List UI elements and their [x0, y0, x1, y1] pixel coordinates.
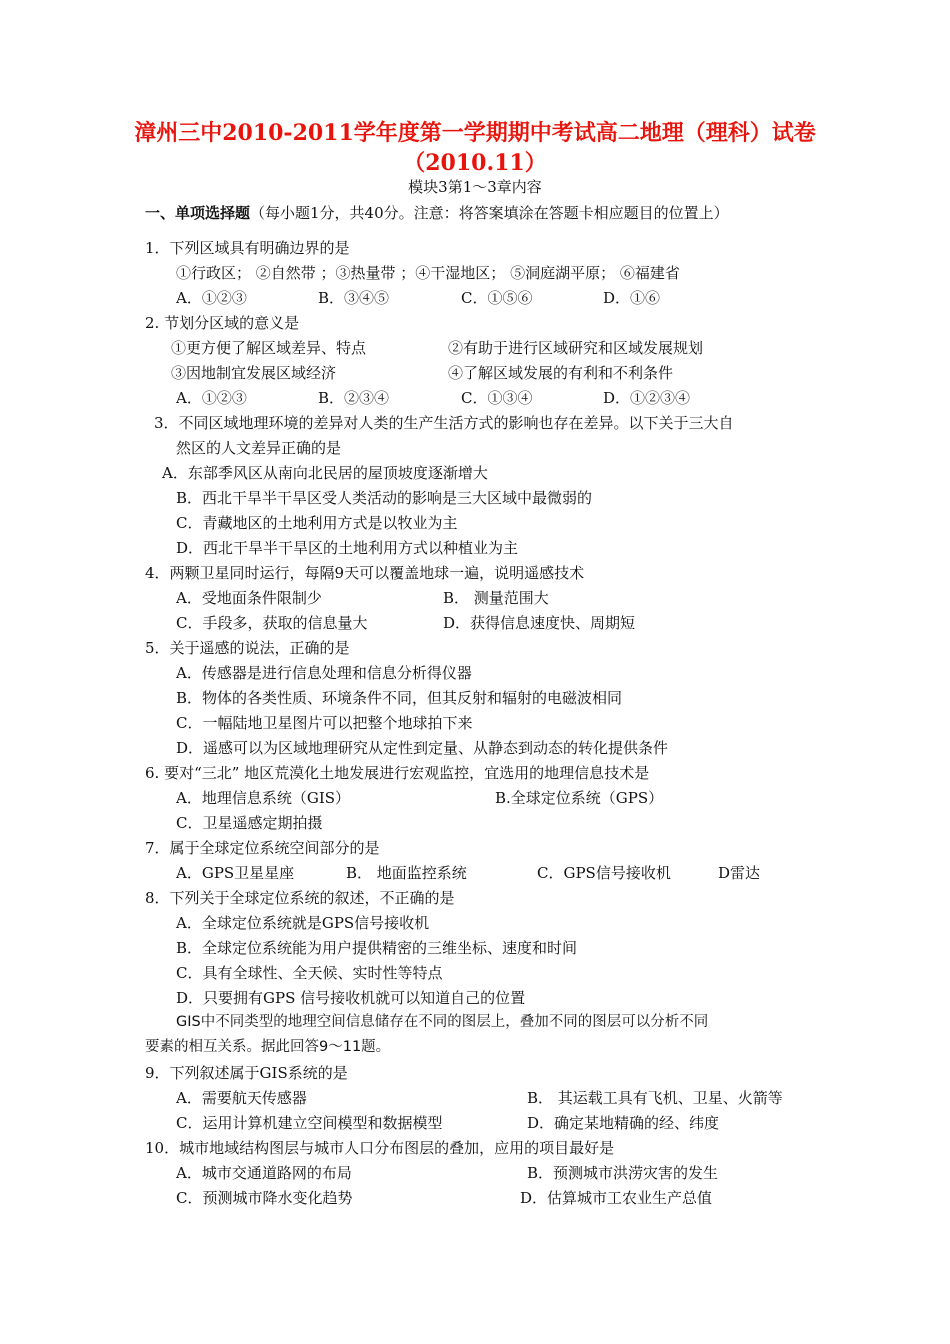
q2-option-b: B．②③④ [318, 389, 390, 407]
q7-option-a: A．GPS卫星星座 [176, 864, 295, 882]
q9-option-d: D．确定某地精确的经、纬度 [527, 1114, 720, 1132]
q9-option-a: A．需要航天传感器 [176, 1089, 307, 1107]
section-heading: 一、单项选择题 [145, 204, 251, 222]
exam-title: 漳州三中2010-2011学年度第一学期期中考试高二地理（理科）试卷（2010.11） [134, 120, 816, 176]
q7-option-d: D雷达 [718, 864, 761, 882]
q5-option-c: C．一幅陆地卫星图片可以把整个地球拍下来 [176, 714, 473, 732]
q7-option-b: B． 地面监控系统 [346, 864, 467, 882]
q2-item-4: ④了解区域发展的有利和不利条件 [448, 364, 674, 382]
q6-option-a: A．地理信息系统（GIS） [176, 789, 351, 807]
q10-option-b: B．预测城市洪涝灾害的发生 [527, 1164, 719, 1182]
q5-option-a: A．传感器是进行信息处理和信息分析得仪器 [176, 664, 472, 682]
q9-option-b: B． 其运载工具有飞机、卫星、火箭等 [527, 1089, 783, 1107]
q3-stem-line-2: 然区的人文差异正确的是 [176, 439, 342, 457]
q2-stem: 2. 节划分区域的意义是 [145, 314, 300, 332]
q2-option-c: C．①③④ [461, 389, 533, 407]
q5-stem: 5．关于遥感的说法，正确的是 [145, 639, 350, 657]
q8-option-c: C．具有全球性、全天候、实时性等特点 [176, 964, 443, 982]
q3-option-d: D．西北干旱半干旱区的土地利用方式以种植业为主 [176, 539, 519, 557]
q8-stem: 8．下列关于全球定位系统的叙述，不正确的是 [145, 889, 455, 907]
q2-option-d: D．①②③④ [603, 389, 691, 407]
q4-option-a: A．受地面条件限制少 [176, 589, 322, 607]
intro-line-2: 要素的相互关系。据此回答9～11题。 [145, 1039, 391, 1055]
q8-option-d: D．只要拥有GPS 信号接收机就可以知道自己的位置 [176, 989, 526, 1007]
q4-option-c: C．手段多，获取的信息量大 [176, 614, 368, 632]
intro-line-1: GIS中不同类型的地理空间信息储存在不同的图层上，叠加不同的图层可以分析不同 [176, 1014, 709, 1030]
q10-stem: 10．城市地域结构图层与城市人口分布图层的叠加，应用的项目最好是 [145, 1139, 615, 1157]
q10-option-c: C．预测城市降水变化趋势 [176, 1189, 353, 1207]
q9-option-c: C．运用计算机建立空间模型和数据模型 [176, 1114, 443, 1132]
q10-option-a: A．城市交通道路网的布局 [176, 1164, 352, 1182]
q8-option-a: A．全球定位系统就是GPS信号接收机 [176, 914, 430, 932]
exam-subtitle: 模块3第1～3章内容 [408, 178, 542, 196]
q6-stem: 6. 要对“三北” 地区荒漠化土地发展进行宏观监控，宜选用的地理信息技术是 [145, 764, 650, 782]
q3-option-a: A．东部季风区从南向北民居的屋顶坡度逐渐增大 [162, 464, 488, 482]
q3-option-c: C．青藏地区的土地利用方式是以牧业为主 [176, 514, 458, 532]
q7-option-c: C．GPS信号接收机 [537, 864, 671, 882]
q3-option-b: B．西北干旱半干旱区受人类活动的影响是三大区域中最微弱的 [176, 489, 593, 507]
q7-stem: 7．属于全球定位系统空间部分的是 [145, 839, 380, 857]
q5-option-b: B．物体的各类性质、环境条件不同，但其反射和辐射的电磁波相同 [176, 689, 623, 707]
q2-item-1: ①更方便了解区域差异、特点 [171, 339, 367, 357]
q6-option-b: B.全球定位系统（GPS） [495, 789, 664, 807]
q1-option-a: A．①②③ [176, 289, 247, 307]
q2-item-2: ②有助于进行区域研究和区域发展规划 [448, 339, 704, 357]
q8-option-b: B．全球定位系统能为用户提供精密的三维坐标、速度和时间 [176, 939, 578, 957]
q10-option-d: D．估算城市工农业生产总值 [520, 1189, 713, 1207]
q4-stem: 4．两颗卫星同时运行，每隔9天可以覆盖地球一遍，说明遥感技术 [145, 564, 585, 582]
q1-option-d: D．①⑥ [603, 289, 661, 307]
q2-option-a: A．①②③ [176, 389, 247, 407]
section-heading-line [145, 203, 729, 223]
q4-option-d: D．获得信息速度快、周期短 [443, 614, 636, 632]
q1-stem: 1．下列区域具有明确边界的是 [145, 239, 350, 257]
q4-option-b: B． 测量范围大 [443, 589, 549, 607]
q5-option-d: D．遥感可以为区域地理研究从定性到定量、从静态到动态的转化提供条件 [176, 739, 669, 757]
section-note: （每小题1分，共40分。注意：将答案填涂在答题卡相应题目的位置上） [250, 204, 729, 222]
q6-option-c: C．卫星遥感定期拍摄 [176, 814, 323, 832]
q9-stem: 9．下列叙述属于GIS系统的是 [145, 1064, 348, 1082]
q3-stem-line-1: 3．不同区域地理环境的差异对人类的生产生活方式的影响也存在差异。以下关于三大自 [154, 414, 734, 432]
q2-item-3: ③因地制宜发展区域经济 [171, 364, 337, 382]
q1-items: ①行政区； ②自然带 ；③热量带 ；④干湿地区； ⑤洞庭湖平原； ⑥福建省 [176, 264, 680, 282]
q1-option-c: C．①⑤⑥ [461, 289, 533, 307]
q1-option-b: B．③④⑤ [318, 289, 390, 307]
